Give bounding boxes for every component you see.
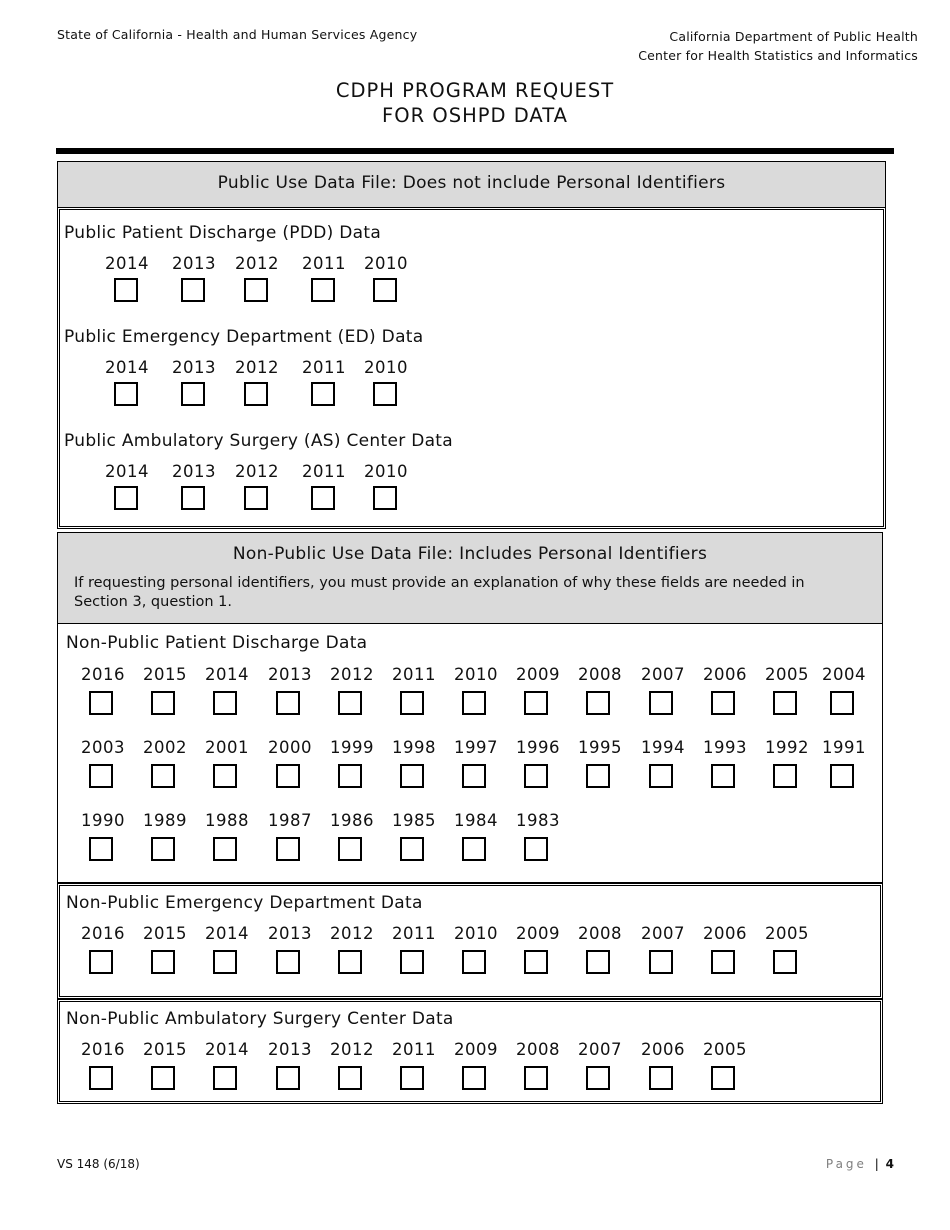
nonpublic-section-header [57, 532, 883, 624]
nonpublic-ed-label: Non-Public Emergency Department Data [66, 893, 423, 913]
checkbox-2014[interactable] [213, 1066, 237, 1090]
checkbox-2007[interactable] [649, 691, 673, 715]
nonpublic-as-label: Non-Public Ambulatory Surgery Center Data [66, 1009, 454, 1029]
checkbox-1985[interactable] [400, 837, 424, 861]
department-name [638, 27, 918, 65]
year-label-2011: 2011 [392, 665, 436, 684]
checkbox-2012[interactable] [338, 950, 362, 974]
year-label-1999: 1999 [330, 738, 374, 757]
checkbox-1997[interactable] [462, 764, 486, 788]
year-label-2014: 2014 [205, 924, 249, 943]
year-label-1996: 1996 [516, 738, 560, 757]
year-label-2011: 2011 [392, 924, 436, 943]
checkbox-2012[interactable] [244, 486, 268, 510]
checkbox-1983[interactable] [524, 837, 548, 861]
checkbox-2008[interactable] [524, 1066, 548, 1090]
nonpublic-pdd-box [57, 623, 883, 883]
page-label: Page [825, 1157, 867, 1171]
year-label-2015: 2015 [143, 665, 187, 684]
year-label-2002: 2002 [143, 738, 187, 757]
checkbox-2015[interactable] [151, 1066, 175, 1090]
year-label-2001: 2001 [205, 738, 249, 757]
year-label-2013: 2013 [172, 358, 216, 377]
year-label-2006: 2006 [641, 1040, 685, 1059]
year-label-2008: 2008 [578, 665, 622, 684]
year-label-2014: 2014 [205, 1040, 249, 1059]
nonpublic-as-box [57, 999, 883, 1104]
checkbox-2010[interactable] [373, 382, 397, 406]
form-title-line-2: FOR OSHPD DATA [382, 104, 568, 127]
year-label-2004: 2004 [822, 665, 866, 684]
checkbox-2016[interactable] [89, 1066, 113, 1090]
year-label-2013: 2013 [172, 462, 216, 481]
checkbox-2015[interactable] [151, 691, 175, 715]
checkbox-2011[interactable] [311, 382, 335, 406]
year-label-2008: 2008 [516, 1040, 560, 1059]
checkbox-2009[interactable] [524, 950, 548, 974]
form-id: VS 148 (6/18) [57, 1157, 140, 1171]
public-as-label: Public Ambulatory Surgery (AS) Center Data [64, 431, 453, 451]
checkbox-2010[interactable] [373, 486, 397, 510]
nonpublic-note-line-1: If requesting personal identifiers, you must provide an explanation of why these fields are needed in [74, 575, 805, 591]
checkbox-1984[interactable] [462, 837, 486, 861]
checkbox-2014[interactable] [213, 950, 237, 974]
year-label-2011: 2011 [302, 254, 346, 273]
checkbox-2008[interactable] [586, 691, 610, 715]
public-section-box [57, 207, 886, 529]
checkbox-2013[interactable] [181, 382, 205, 406]
public-ed-label: Public Emergency Department (ED) Data [64, 327, 424, 347]
year-label-2009: 2009 [516, 665, 560, 684]
public-pdd-label: Public Patient Discharge (PDD) Data [64, 223, 382, 243]
checkbox-2001[interactable] [213, 764, 237, 788]
checkbox-2013[interactable] [181, 278, 205, 302]
checkbox-2011[interactable] [400, 950, 424, 974]
checkbox-2012[interactable] [338, 691, 362, 715]
year-label-2010: 2010 [364, 462, 408, 481]
year-label-1988: 1988 [205, 811, 249, 830]
checkbox-1988[interactable] [213, 837, 237, 861]
nonpublic-ed-box [57, 883, 883, 999]
nonpublic-pdd-label: Non-Public Patient Discharge Data [66, 633, 368, 653]
year-label-1990: 1990 [81, 811, 125, 830]
checkbox-1995[interactable] [586, 764, 610, 788]
year-label-2012: 2012 [235, 254, 279, 273]
checkbox-2014[interactable] [114, 382, 138, 406]
year-label-2014: 2014 [205, 665, 249, 684]
checkbox-1994[interactable] [649, 764, 673, 788]
checkbox-1990[interactable] [89, 837, 113, 861]
checkbox-1987[interactable] [276, 837, 300, 861]
year-label-1986: 1986 [330, 811, 374, 830]
year-label-2013: 2013 [268, 665, 312, 684]
checkbox-2008[interactable] [586, 950, 610, 974]
checkbox-2006[interactable] [711, 691, 735, 715]
public-section-title: Public Use Data File: Does not include Personal Identifiers [217, 173, 726, 193]
year-label-2009: 2009 [454, 1040, 498, 1059]
year-label-2007: 2007 [578, 1040, 622, 1059]
year-label-2010: 2010 [454, 665, 498, 684]
year-label-2005: 2005 [703, 1040, 747, 1059]
agency-name: State of California - Health and Human Services Agency [57, 27, 418, 42]
year-label-1995: 1995 [578, 738, 622, 757]
year-label-2012: 2012 [235, 462, 279, 481]
year-label-2013: 2013 [268, 1040, 312, 1059]
checkbox-2013[interactable] [276, 950, 300, 974]
checkbox-2007[interactable] [649, 950, 673, 974]
nonpublic-note-line-2: Section 3, question 1. [74, 594, 233, 610]
year-label-2007: 2007 [641, 924, 685, 943]
year-label-1994: 1994 [641, 738, 685, 757]
checkbox-2006[interactable] [711, 950, 735, 974]
checkbox-2013[interactable] [276, 1066, 300, 1090]
year-label-2012: 2012 [330, 665, 374, 684]
checkbox-2011[interactable] [400, 1066, 424, 1090]
checkbox-2005[interactable] [711, 1066, 735, 1090]
year-label-2007: 2007 [641, 665, 685, 684]
page-indicator [826, 1157, 894, 1171]
year-label-2012: 2012 [330, 924, 374, 943]
nonpublic-section-note [74, 574, 862, 612]
year-label-1992: 1992 [765, 738, 809, 757]
department-line-2: Center for Health Statistics and Informatics [638, 48, 918, 63]
checkbox-2012[interactable] [244, 278, 268, 302]
checkbox-2014[interactable] [213, 691, 237, 715]
year-label-2012: 2012 [330, 1040, 374, 1059]
year-label-2011: 2011 [302, 462, 346, 481]
page-number: 4 [885, 1157, 894, 1171]
year-label-2015: 2015 [143, 1040, 187, 1059]
year-label-2011: 2011 [302, 358, 346, 377]
checkbox-1986[interactable] [338, 837, 362, 861]
checkbox-1992[interactable] [773, 764, 797, 788]
checkbox-1989[interactable] [151, 837, 175, 861]
year-label-1993: 1993 [703, 738, 747, 757]
year-label-2016: 2016 [81, 924, 125, 943]
checkbox-2014[interactable] [114, 278, 138, 302]
year-label-2016: 2016 [81, 665, 125, 684]
checkbox-2010[interactable] [462, 950, 486, 974]
year-label-2010: 2010 [364, 358, 408, 377]
checkbox-2004[interactable] [830, 691, 854, 715]
checkbox-1999[interactable] [338, 764, 362, 788]
year-label-2008: 2008 [578, 924, 622, 943]
checkbox-2007[interactable] [586, 1066, 610, 1090]
checkbox-2014[interactable] [114, 486, 138, 510]
checkbox-1996[interactable] [524, 764, 548, 788]
year-label-2015: 2015 [143, 924, 187, 943]
checkbox-2009[interactable] [462, 1066, 486, 1090]
checkbox-1998[interactable] [400, 764, 424, 788]
year-label-2010: 2010 [364, 254, 408, 273]
checkbox-1993[interactable] [711, 764, 735, 788]
year-label-1983: 1983 [516, 811, 560, 830]
year-label-1989: 1989 [143, 811, 187, 830]
form-title [0, 78, 950, 128]
checkbox-2009[interactable] [524, 691, 548, 715]
year-label-1987: 1987 [268, 811, 312, 830]
year-label-2003: 2003 [81, 738, 125, 757]
year-label-1997: 1997 [454, 738, 498, 757]
checkbox-2012[interactable] [338, 1066, 362, 1090]
checkbox-2011[interactable] [311, 278, 335, 302]
year-label-2011: 2011 [392, 1040, 436, 1059]
nonpublic-section-title: Non-Public Use Data File: Includes Personal Identifiers [232, 544, 708, 564]
year-label-1985: 1985 [392, 811, 436, 830]
year-label-2012: 2012 [235, 358, 279, 377]
checkbox-2012[interactable] [244, 382, 268, 406]
checkbox-2005[interactable] [773, 950, 797, 974]
year-label-2014: 2014 [105, 254, 149, 273]
checkbox-2013[interactable] [276, 691, 300, 715]
year-label-2009: 2009 [516, 924, 560, 943]
year-label-2016: 2016 [81, 1040, 125, 1059]
year-label-1991: 1991 [822, 738, 866, 757]
year-label-2014: 2014 [105, 462, 149, 481]
checkbox-2000[interactable] [276, 764, 300, 788]
year-label-2005: 2005 [765, 665, 809, 684]
year-label-2013: 2013 [268, 924, 312, 943]
year-label-2014: 2014 [105, 358, 149, 377]
year-label-2006: 2006 [703, 665, 747, 684]
year-label-1998: 1998 [392, 738, 436, 757]
year-label-2005: 2005 [765, 924, 809, 943]
public-section-header [57, 161, 886, 208]
checkbox-2010[interactable] [462, 691, 486, 715]
checkbox-2010[interactable] [373, 278, 397, 302]
checkbox-1991[interactable] [830, 764, 854, 788]
department-line-1: California Department of Public Health [669, 29, 918, 44]
title-divider [56, 148, 894, 154]
year-label-2010: 2010 [454, 924, 498, 943]
year-label-2013: 2013 [172, 254, 216, 273]
checkbox-2005[interactable] [773, 691, 797, 715]
checkbox-2016[interactable] [89, 950, 113, 974]
year-label-2006: 2006 [703, 924, 747, 943]
checkbox-2003[interactable] [89, 764, 113, 788]
year-label-1984: 1984 [454, 811, 498, 830]
checkbox-2002[interactable] [151, 764, 175, 788]
page-separator: | [874, 1157, 879, 1171]
checkbox-2006[interactable] [649, 1066, 673, 1090]
form-title-line-1: CDPH PROGRAM REQUEST [335, 79, 615, 102]
checkbox-2016[interactable] [89, 691, 113, 715]
checkbox-2015[interactable] [151, 950, 175, 974]
checkbox-2013[interactable] [181, 486, 205, 510]
checkbox-2011[interactable] [311, 486, 335, 510]
checkbox-2011[interactable] [400, 691, 424, 715]
year-label-2000: 2000 [268, 738, 312, 757]
